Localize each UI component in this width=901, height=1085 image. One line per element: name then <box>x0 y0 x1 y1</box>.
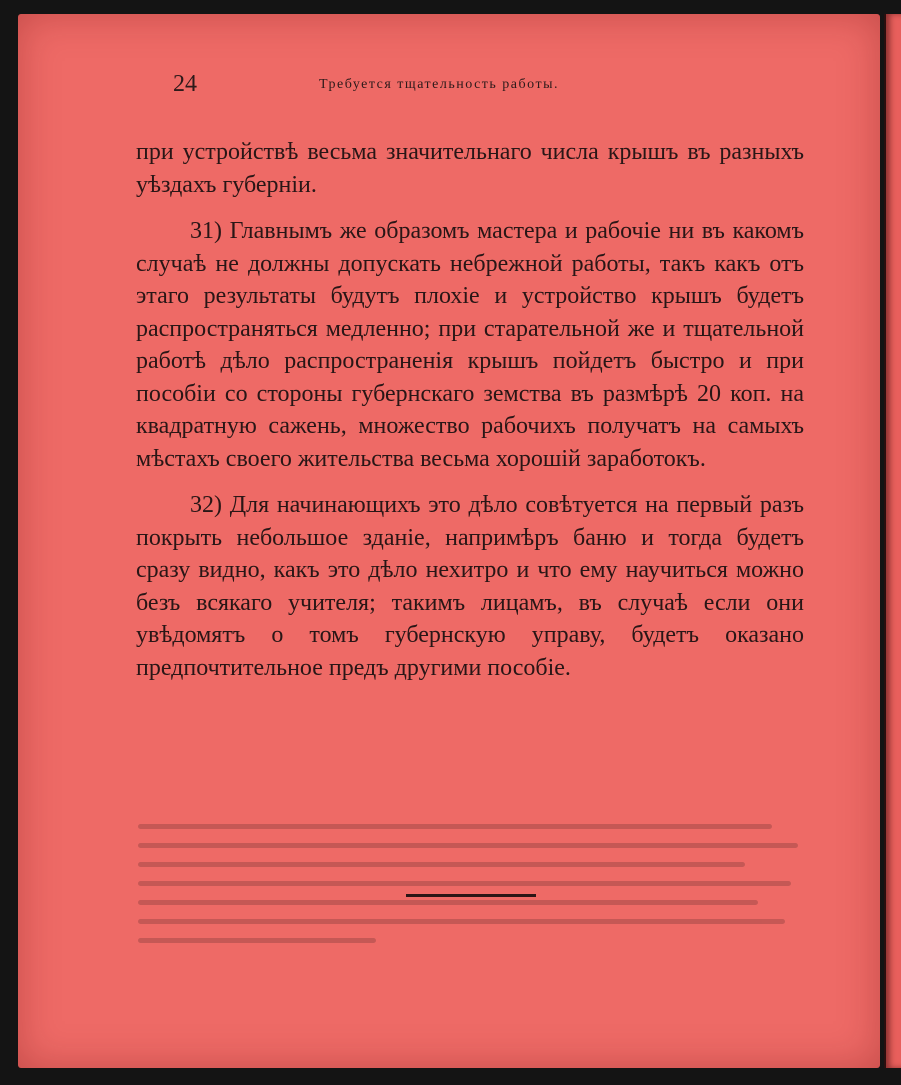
body-text <box>136 136 804 684</box>
section-rule <box>406 894 536 897</box>
show-through-line <box>138 843 798 848</box>
book-page <box>18 14 880 1068</box>
running-title: Требуется тщательность работы. <box>319 77 559 92</box>
paragraph-32: 32) Для начинающихъ это дѣло совѣтуется на первый разъ покрыть небольшое зданіе, напримѣръ баню и тогда будетъ сразу видно, какъ это дѣло нехитро и что ему научиться можно безъ всякаго учителя; такимъ лицамъ, въ случаѣ если они увѣдомятъ о томъ губернскую управу, будетъ оказано предпочтительное предъ другими пособіе. <box>136 492 804 681</box>
show-through-text <box>138 824 798 984</box>
paragraph-continuation: при устройствѣ весьма значительнаго числа крышъ въ разныхъ уѣздахъ губерніи. <box>136 139 804 198</box>
show-through-line <box>138 824 772 829</box>
next-page-edge <box>884 14 901 1068</box>
show-through-line <box>138 881 791 886</box>
running-head <box>173 68 643 102</box>
paragraph-31: 31) Главнымъ же образомъ мастера и рабочіе ни въ какомъ случаѣ не должны допускать небрежной работы, такъ какъ отъ этаго результаты будутъ плохіе и устройство крышъ будетъ распространяться медленно; при старательной же и тщательной работѣ дѣло распространенія крышъ пойдетъ быстро и при пособіи со стороны губернскаго земства въ размѣрѣ 20 коп. на квадратную сажень, множество рабочихъ получатъ на самыхъ мѣстахъ своего жительства весьма хорошій заработокъ. <box>136 218 804 472</box>
page-number: 24 <box>173 71 197 97</box>
show-through-line <box>138 919 785 924</box>
show-through-line <box>138 900 758 905</box>
show-through-line <box>138 938 376 943</box>
show-through-line <box>138 862 745 867</box>
